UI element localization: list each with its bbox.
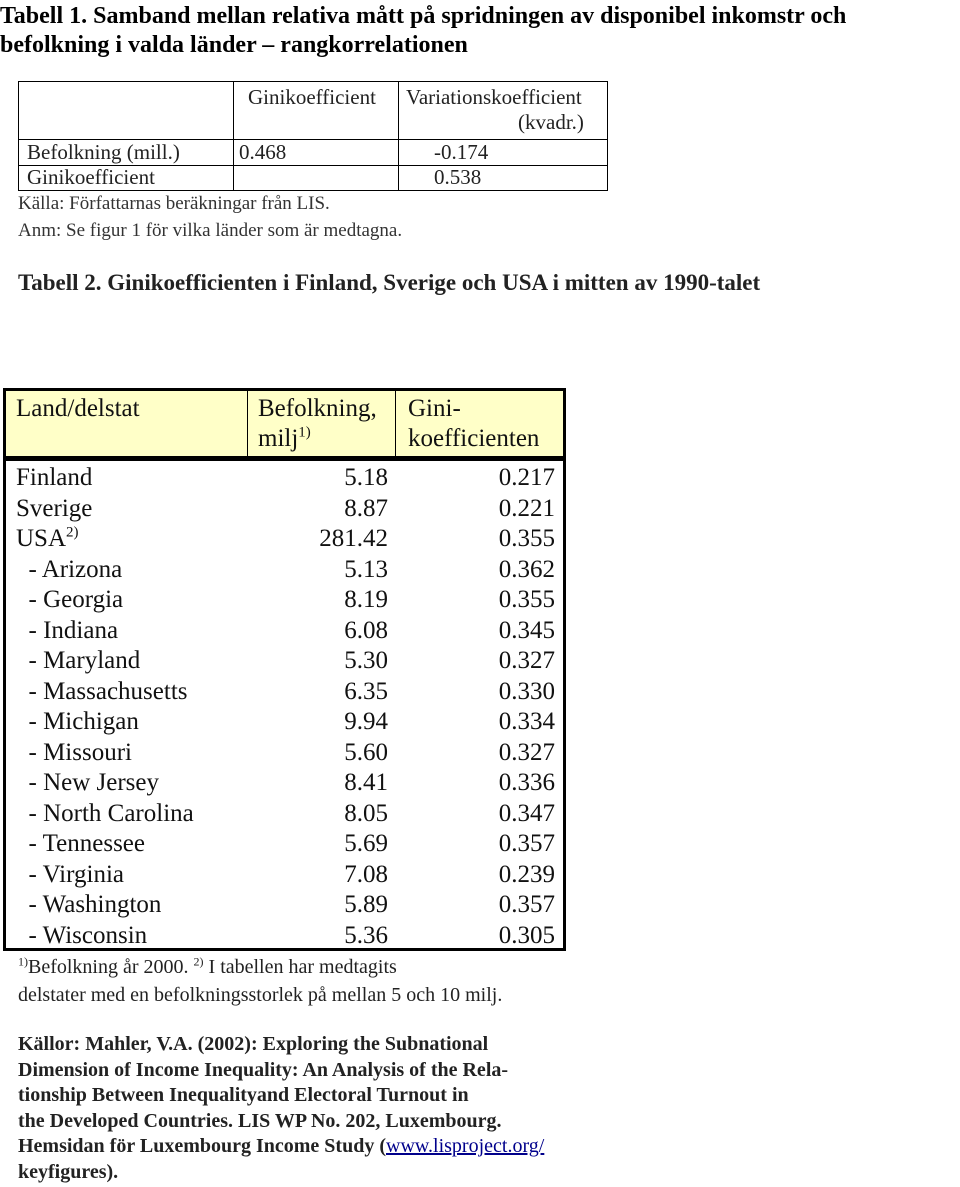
row-gini: 0.239 [498, 860, 555, 888]
source-line: Källor: Mahler, V.A. (2002): Exploring the Subnational [18, 1033, 489, 1055]
row-name: - Wisconsin [16, 921, 148, 949]
table2-divider [247, 388, 248, 461]
row-name: - Maryland [16, 647, 141, 674]
sources [18, 1032, 544, 1185]
table2-header-gini: Gini- [408, 395, 461, 422]
table1-row-label: Befolkning (mill.) [27, 140, 180, 164]
table2-title: Tabell 2. Ginikoefficienten i Finland, Sverige och USA i mitten av 1990-talet [18, 270, 761, 295]
table2-footnote-line2: delstater med en befolkningsstorlek på mellan 5 och 10 milj. [18, 984, 503, 1006]
table1-cell: 0.468 [239, 140, 287, 164]
row-gini: 0.305 [498, 921, 555, 949]
row-gini: 0.327 [498, 738, 555, 766]
row-gini: 0.221 [498, 494, 555, 522]
footnote-marker: 2) [193, 954, 204, 969]
row-name: - Washington [16, 891, 162, 918]
row-name: - Virginia [16, 860, 124, 888]
table-row [3, 889, 566, 920]
table-row [3, 554, 566, 585]
table2-header-gini-sub: koefficienten [408, 425, 540, 452]
row-name: - Michigan [16, 708, 139, 735]
table1-source: Källa: Författarnas beräkningar från LIS. [18, 193, 330, 214]
table-row [3, 859, 566, 890]
row-name: Sverige [16, 494, 93, 522]
table-row [3, 798, 566, 829]
source-line: Hemsidan för Luxembourg Income Study (www.lisproject.org/ [18, 1135, 545, 1157]
row-population: 5.60 [344, 738, 388, 766]
table1-header-gini: Ginikoefficient [248, 85, 376, 109]
table-row [3, 523, 566, 554]
source-line: Dimension of Income Inequality: An Analysis of the Rela- [18, 1058, 509, 1081]
table1-cell: 0.538 [434, 165, 482, 189]
table-row [3, 737, 566, 768]
table-row [3, 645, 566, 676]
row-name: - Massachusetts [16, 677, 188, 705]
row-gini: 0.357 [498, 830, 555, 857]
table2-header-pop: Befolkning, [258, 395, 377, 422]
row-name-wrap [16, 523, 79, 554]
table1-divider [398, 81, 399, 191]
table2-header-land: Land/delstat [16, 395, 140, 422]
table1-note: Anm: Se figur 1 för vilka länder som är medtagna. [18, 220, 403, 241]
table-row [3, 706, 566, 737]
row-gini: 0.217 [498, 464, 555, 491]
row-gini: 0.357 [498, 891, 555, 918]
footnote-marker: 1) [298, 424, 311, 441]
table2-header-pop-unit: milj$^{1)}$ [258, 424, 311, 452]
row-population: 9.94 [344, 708, 388, 735]
row-name: - Georgia [16, 586, 124, 613]
table1-row-label: Ginikoefficient [27, 165, 155, 189]
table-row [3, 584, 566, 615]
row-name: - Indiana [16, 616, 119, 644]
footnote-marker: 2) [66, 524, 79, 541]
row-gini: 0.336 [498, 769, 555, 796]
table-row [3, 676, 566, 707]
lisproject-link[interactable]: www.lisproject.org/ [386, 1135, 545, 1157]
footnote-marker: 1) [18, 954, 28, 969]
row-gini: 0.327 [498, 647, 555, 674]
row-population: 5.69 [344, 830, 388, 857]
row-name: USA [16, 525, 67, 552]
row-name: - Arizona [16, 555, 123, 583]
row-population: 281.42 [319, 525, 388, 552]
row-gini: 0.345 [498, 616, 555, 644]
table2 [3, 388, 566, 953]
table-row [3, 828, 566, 859]
source-line: tionship Between Inequalityand Electoral Turnout in [18, 1084, 469, 1106]
row-population: 6.35 [344, 677, 388, 705]
row-gini: 0.347 [498, 799, 555, 827]
table1-title-line1: Tabell 1. Samband mellan relativa mått på spridningen av disponibel inkomstr och [0, 3, 847, 29]
table-row [3, 493, 566, 524]
row-population: 6.08 [344, 616, 388, 644]
table2-divider [395, 388, 396, 461]
row-population: 8.19 [344, 586, 388, 613]
row-gini: 0.355 [498, 586, 555, 613]
table1-cell: -0.174 [434, 140, 489, 164]
row-gini: 0.362 [498, 555, 555, 583]
row-gini: 0.355 [498, 525, 555, 552]
table1-header-variation-sub: (kvadr.) [518, 110, 584, 134]
row-population: 8.87 [344, 494, 388, 522]
row-population: 5.30 [344, 647, 388, 674]
row-name: - Tennessee [16, 830, 145, 857]
source-line: the Developed Countries. LIS WP No. 202, Luxembourg. [18, 1109, 502, 1132]
row-name: Finland [16, 464, 93, 491]
table-row [3, 462, 566, 493]
table1-title-line2: befolkning i valda länder – rangkorrelationen [0, 32, 468, 58]
row-population: 8.41 [344, 769, 388, 796]
table1-divider [233, 81, 234, 191]
table1 [18, 81, 608, 192]
row-name: - New Jersey [16, 769, 160, 796]
row-population: 5.18 [344, 464, 388, 491]
row-population: 5.89 [344, 891, 388, 918]
row-population: 7.08 [344, 860, 388, 888]
table-row [3, 920, 566, 951]
source-line: keyfigures). [18, 1160, 119, 1183]
footnote-text: I tabellen har medtagits [203, 956, 397, 978]
row-name: - Missouri [16, 738, 132, 766]
table1-header-variation: Variationskoefficient [406, 85, 582, 109]
footnote-text: Befolkning år 2000. [28, 956, 189, 978]
row-population: 5.13 [344, 555, 388, 583]
row-gini: 0.330 [498, 677, 555, 705]
row-name: - North Carolina [16, 799, 194, 827]
row-gini: 0.334 [498, 708, 555, 735]
row-population: 5.36 [344, 921, 388, 949]
table-row [3, 767, 566, 798]
table-row [3, 615, 566, 646]
row-population: 8.05 [344, 799, 388, 827]
table2-footnote [18, 956, 397, 979]
